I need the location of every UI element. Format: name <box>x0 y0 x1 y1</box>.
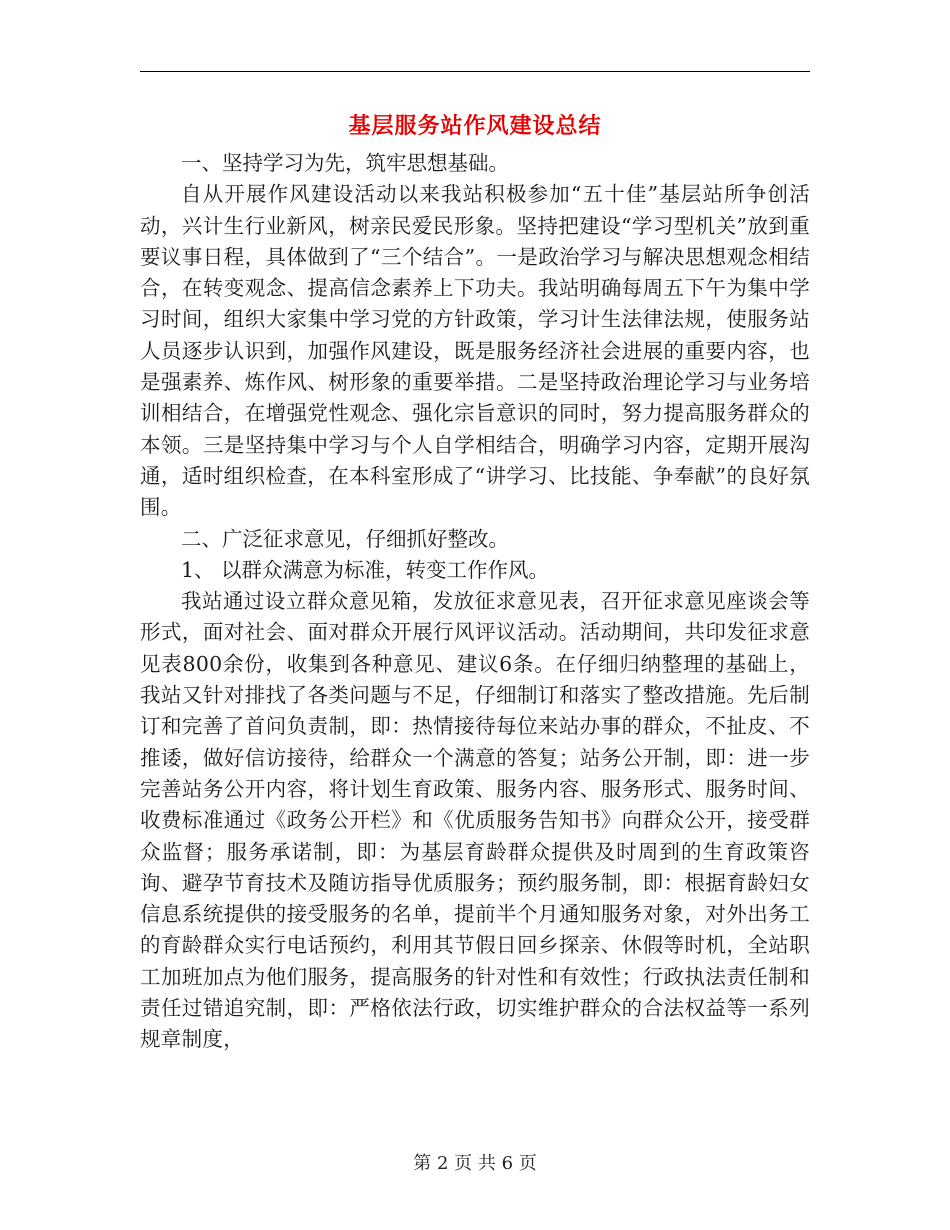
section-2-heading: 二、广泛征求意见，仔细抓好整改。 <box>181 526 509 551</box>
document-title: 基层服务站作风建设总结 <box>348 113 602 139</box>
document-body <box>140 148 810 1056</box>
section-2-subheading-1: 1、 以群众满意为标准，转变工作作风。 <box>181 557 550 582</box>
header-rule <box>140 71 810 72</box>
section-1-paragraph: 自从开展作风建设活动以来我站积极参加“五十佳”基层站所争创活动，兴计生行业新风，树亲民爱民形象。坚持把建设“学习型机关”放到重要议事日程，具体做到了“三个结合”。一是政治学习与解决思想观念相结合，在转变观念、提高信念素养上下功夫。我站明确每周五下午为集中学习时间，组织大家集中学习党的方针政策，学习计生法律法规，使服务站人员逐步认识到，加强作风建设，既是服务经济社会进展的重要内容，也是强素养、炼作风、树形象的重要举措。二是坚持政治理论学习与业务培训相结合，在增强党性观念、强化宗旨意识的同时，努力提高服务群众的本领。三是坚持集中学习与个人自学相结合，明确学习内容，定期开展沟通，适时组织检查，在本科室形成了“讲学习、比技能、争奉献”的良好氛围。 <box>140 182 810 520</box>
page-number-footer: 第 2 页 共 6 页 <box>413 1153 537 1174</box>
section-2-paragraph: 我站通过设立群众意见箱，发放征求意见表，召开征求意见座谈会等形式，面对社会、面对群众开展行风评议活动。活动期间，共印发征求意见表800余份，收集到各种意见、建议6条。在仔细归纳整理的基础上，我站又针对排找了各类问题与不足，仔细制订和落实了整改措施。先后制订和完善了首问负责制，即：热情接待每位来站办事的群众，不扯皮、不推诿，做好信访接待，给群众一个满意的答复；站务公开制，即：进一步完善站务公开内容，将计划生育政策、服务内容、服务形式、服务时间、收费标准通过《政务公开栏》和《优质服务告知书》向群众公开，接受群众监督；服务承诺制，即：为基层育龄群众提供及时周到的生育政策咨询、避孕节育技术及随访指导优质服务；预约服务制，即：根据育龄妇女信息系统提供的接受服务的名单，提前半个月通知服务对象，对外出务工的育龄群众实行电话预约，利用其节假日回乡探亲、休假等时机，全站职工加班加点为他们服务，提高服务的针对性和有效性；行政执法责任制和责任过错追究制，即：严格依法行政，切实维护群众的合法权益等一系列规章制度， <box>140 589 810 1052</box>
section-1-heading: 一、坚持学习为先，筑牢思想基础。 <box>181 151 509 175</box>
